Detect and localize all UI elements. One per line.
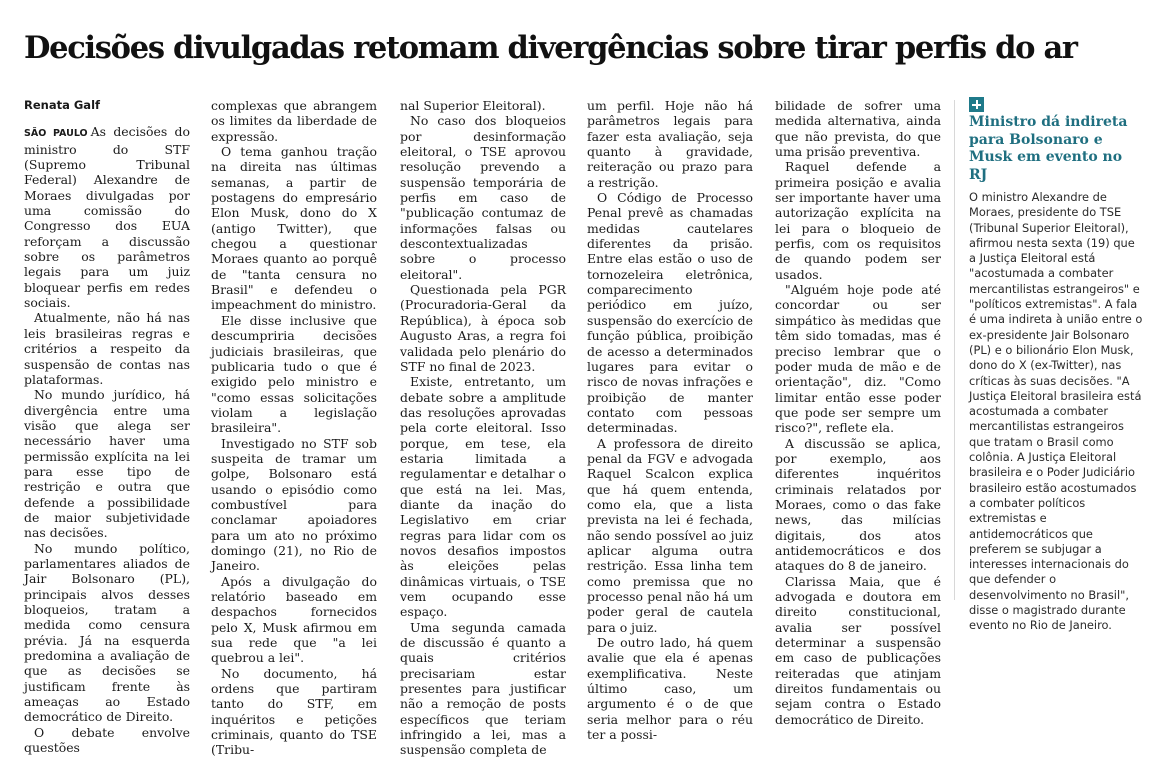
paragraph-text: As decisões do ministro do STF (Supremo Tribunal Federal) Alexandre de Moraes divulgadas por uma comissão do Congresso dos EUA reforçam a discussão sobre os parâmetros legais para um juiz bloquear perfis em redes sociais. bbox=[24, 124, 190, 311]
paragraph: O tema ganhou tração na direita nas últimas semanas, a partir de postagens do empresário Elon Musk, dono do X (antigo Twitter), que chegou a questionar Moraes quanto ao porquê de "tanta censura no Brasil" e defendeu o impeachment do ministro. bbox=[211, 144, 377, 313]
paragraph: No caso dos bloqueios por desinformação eleitoral, o TSE aprovou resolução prevendo a suspensão temporária de perfis em caso de "publicação contumaz de informações falsas ou descontextualizadas sobre o processo eleitoral". bbox=[400, 113, 566, 282]
paragraph: O debate envolve questões bbox=[24, 724, 190, 756]
article-column-1 bbox=[24, 98, 190, 755]
dateline: SÃO PAULO bbox=[24, 128, 88, 140]
paragraph bbox=[24, 124, 190, 310]
paragraph: Investigado no STF sob suspeita de tramar um golpe, Bolsonaro está usando o episódio como combustível para conclamar apoiadores para um ato no próximo domingo (21), no Rio de Janeiro. bbox=[211, 435, 377, 574]
plus-icon bbox=[969, 97, 984, 112]
paragraph: Raquel defende a primeira posição e avalia ser importante haver uma autorização explícita na lei para o bloqueio de perfis, com os requisitos de quando podem ser usados. bbox=[775, 159, 941, 282]
article-column-2 bbox=[211, 98, 377, 758]
paragraph: A professora de direito penal da FGV e advogada Raquel Scalcon explica que há quem entenda, como ela, que a lista prevista na lei é fechada, não sendo possível ao juiz aplicar alguma outra restrição. Essa linha tem como premissa que no processo penal não há um poder geral de cautela para o juiz. bbox=[587, 435, 753, 635]
paragraph: No documento, há ordens que partiram tanto do STF, em inquéritos e petições criminais, quanto do TSE (Tribu- bbox=[211, 665, 377, 758]
paragraph: No mundo político, parlamentares aliados de Jair Bolsonaro (PL), principais alvos desses bloqueios, tratam a medida como censura prévia. Já na esquerda predomina a avaliação de que as decisões se justificam frente às ameaças ao Estado democrático de Direito. bbox=[24, 540, 190, 725]
byline: Renata Galf bbox=[24, 98, 101, 112]
paragraph: Existe, entretanto, um debate sobre a amplitude das resoluções aprovadas pela corte eleitoral. Isso porque, em tese, ela estaria limitada a regulamentar e detalhar o que está na lei. Mas, diante da inação do Legislativo em criar regras para lidar com os novos desafios impostos às eleições pelas dinâmicas virtuais, o TSE vem ocupando esse espaço. bbox=[400, 374, 566, 620]
sidebar-divider bbox=[954, 100, 955, 600]
paragraph: um perfil. Hoje não há parâmetros legais para fazer esta avaliação, seja quanto à gravidade, reiteração ou prazo para a restrição. bbox=[587, 98, 753, 190]
article-column-4 bbox=[587, 98, 753, 742]
article-column-3 bbox=[400, 98, 566, 758]
article-column-5 bbox=[775, 98, 941, 727]
paragraph: A discussão se aplica, por exemplo, aos diferentes inquéritos criminais relatados por Moraes, como o das fake news, das milícias digitais, dos atos antidemocráticos e dos ataques do 8 de janeiro. bbox=[775, 435, 941, 574]
paragraph: Clarissa Maia, que é advogada e doutora em direito constitucional, avalia ser possível determinar a suspensão em caso de publicações reiteradas que atinjam direitos fundamentais ou sejam contra o Estado democrático de Direito. bbox=[775, 573, 941, 727]
paragraph: bilidade de sofrer uma medida alternativa, ainda que não prevista, do que uma prisão preventiva. bbox=[775, 98, 941, 160]
paragraph: "Alguém hoje pode até concordar ou ser simpático às medidas que têm sido tomadas, mas é preciso lembrar que o poder muda de mão e de orientação", diz. "Como limitar então esse poder que pode ser sempre um risco?", reflete ela. bbox=[775, 282, 941, 436]
sidebar-title: Ministro dá indireta para Bolsonaro e Musk em evento no RJ bbox=[969, 114, 1128, 183]
paragraph: nal Superior Eleitoral). bbox=[400, 98, 546, 113]
paragraph: De outro lado, há quem avalie que ela é apenas exemplificativa. Neste último caso, um argumento é o de que seria melhor para o réu ter a possi- bbox=[587, 635, 753, 743]
paragraph: No mundo jurídico, há divergência entre uma visão que alega ser necessário haver uma permissão explícita na lei para esse tipo de restrição e outra que defende a possibilidade de maior subjetividade nas decisões. bbox=[24, 387, 190, 541]
paragraph: Após a divulgação do relatório baseado em despachos fornecidos pelo X, Musk afirmou em sua rede que "a lei quebrou a lei". bbox=[211, 573, 377, 666]
paragraph: Uma segunda camada de discussão é quanto a quais critérios precisariam estar presentes para justificar não a remoção de posts específicos que teriam infringido a lei, mas a suspensão completa de bbox=[400, 619, 566, 758]
paragraph: Ele disse inclusive que descumpriria decisões judiciais brasileiras, que publicaria tudo o que é exigido pelo ministro e "como essas solicitações violam a legislação brasileira". bbox=[211, 312, 377, 436]
sidebar-box bbox=[969, 97, 1143, 634]
paragraph: Questionada pela PGR (Procuradoria-Geral da República), à época sob Augusto Aras, a regra foi validada pelo plenário do STF no final de 2023. bbox=[400, 282, 566, 374]
sidebar-body: O ministro Alexandre de Moraes, presidente do TSE (Tribunal Superior Eleitoral), afirmou nesta sexta (19) que a Justiça Eleitoral está "acostumada a combater mercantilistas estrangeiros" e "políticos extremistas". A fala é uma indireta à união entre o ex-presidente Jair Bolsonaro (PL) e o bilionário Elon Musk, dono do X (ex-Twitter), nas críticas às suas decisões. "A Justiça Eleitoral brasileira está acostumada a combater mercantilistas estrangeiros que tratam o Brasil como colônia. A Justiça Eleitoral brasileira e o Poder Judiciário brasileiro estão acostumados a combater políticos extremistas e antidemocráticos que preferem se subjugar a interesses internacionais do que defender o desenvolvimento no Brasil", disse o magistrado durante evento no Rio de Janeiro. bbox=[969, 190, 1143, 633]
paragraph: O Código de Processo Penal prevê as chamadas medidas cautelares diferentes da prisão. Entre elas estão o uso de tornozeleira eletrônica, comparecimento periódico em juízo, suspensão do exercício de função pública, proibição de acesso a determinados lugares para evitar o risco de novas infrações e proibição de manter contato com pessoas determinadas. bbox=[587, 190, 753, 436]
headline: Decisões divulgadas retomam divergências sobre tirar perfis do ar bbox=[24, 30, 1077, 66]
paragraph: complexas que abrangem os limites da liberdade de expressão. bbox=[211, 98, 377, 144]
paragraph: Atualmente, não há nas leis brasileiras regras e critérios a respeito da suspensão de contas nas plataformas. bbox=[24, 310, 190, 387]
